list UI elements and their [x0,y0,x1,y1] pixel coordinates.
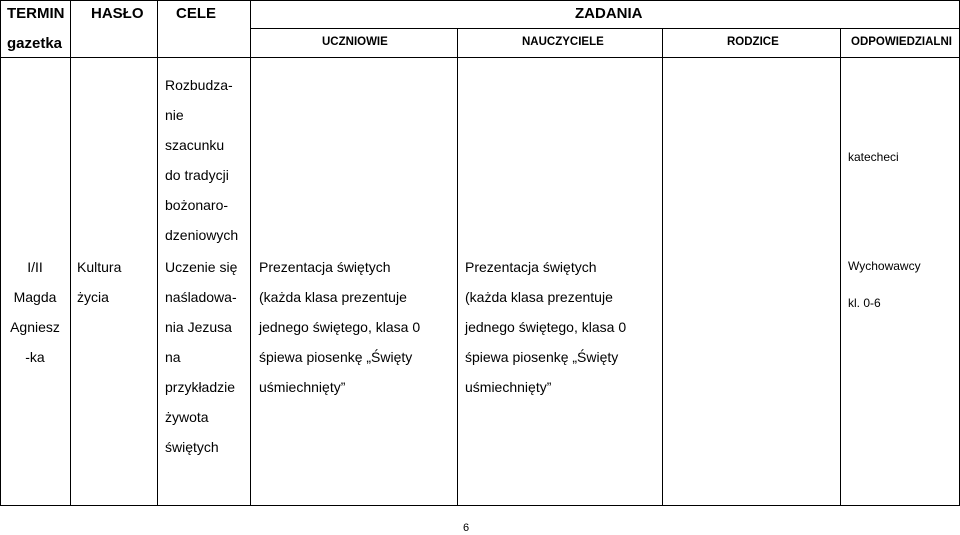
uczniowie-line: Prezentacja świętych [259,259,391,275]
table-border-bottom [0,505,960,506]
termin-line: Agniesz [10,319,60,335]
cele-line: do tradycji [165,167,229,183]
col-line-1 [70,0,71,506]
cele-line: żywota [165,409,209,425]
col-line-3 [250,0,251,506]
cele-line: nie [165,107,184,123]
header-haslo: HASŁO [91,5,144,22]
cele-line: dzeniowych [165,227,239,243]
col-line-6 [840,28,841,506]
termin-line: -ka [25,349,45,365]
termin-line: I/II [27,259,43,275]
header-odpowiedzialni: ODPOWIEDZIALNI [851,36,952,48]
odpowiedzialni-line: kl. 0-6 [848,296,881,310]
odpowiedzialni-line: Wychowawcy [848,259,921,273]
nauczyciele-line: jednego świętego, klasa 0 [465,319,627,335]
nauczyciele-line: uśmiechnięty” [465,379,552,395]
header-rodzice: RODZICE [727,36,779,48]
cele-line: Rozbudza- [165,77,233,93]
zadania-divider [250,28,960,29]
cele-line: przykładzie [165,379,236,395]
uczniowie-line: uśmiechnięty” [259,379,346,395]
header-gazetka: gazetka [7,35,63,52]
header-nauczyciele: NAUCZYCIELE [522,36,604,48]
nauczyciele-line: Prezentacja świętych [465,259,597,275]
header-termin: TERMIN [7,5,65,22]
haslo-line: życia [77,289,109,305]
header-bottom-line [0,57,960,58]
uczniowie-line: (każda klasa prezentuje [259,289,407,305]
cele-line: świętych [165,439,219,455]
odpowiedzialni-line: katecheci [848,150,899,164]
col-line-2 [157,0,158,506]
header-cele: CELE [176,5,217,22]
header-zadania: ZADANIA [575,5,643,22]
uczniowie-line: jednego świętego, klasa 0 [259,319,421,335]
nauczyciele-line: (każda klasa prezentuje [465,289,613,305]
cele-line: naśladowa- [165,289,237,305]
nauczyciele-line: śpiewa piosenkę „Święty [465,349,619,365]
cele-line: Uczenie się [165,259,238,275]
cele-line: bożonaro- [165,197,229,213]
termin-line: Magda [13,289,57,305]
uczniowie-line: śpiewa piosenkę „Święty [259,349,413,365]
header-uczniowie: UCZNIOWIE [322,36,388,48]
col-line-5 [662,28,663,506]
col-line-4 [457,28,458,506]
table-border-top [0,0,960,1]
haslo-line: Kultura [77,259,122,275]
page-number: 6 [462,522,470,534]
cele-line: szacunku [165,137,225,153]
cele-line: nia Jezusa [165,319,232,335]
cele-line: na [165,349,181,365]
